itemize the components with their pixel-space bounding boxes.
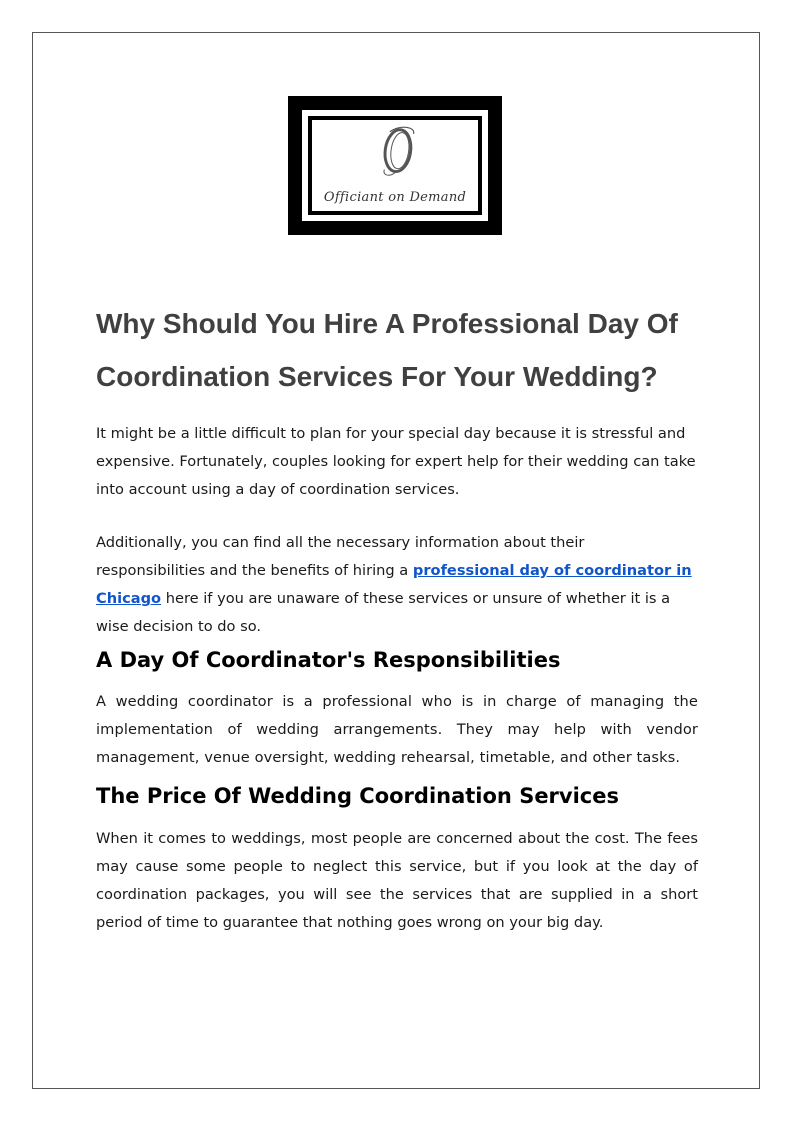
second-paragraph xyxy=(96,529,698,641)
price-paragraph: When it comes to weddings, most people are concerned about the cost. The fees may cause some people to neglect this service, but if you look at the day of coordination packages, you will see the services that are supplied in a short period of time to guarantee that nothing goes wrong on your big day. xyxy=(96,830,698,931)
chicago-coordinator-link[interactable]: professional day of coordinator in Chicago xyxy=(96,562,692,607)
section-heading-price: The Price Of Wedding Coordination Services xyxy=(96,784,619,808)
second-paragraph-before: Additionally, you can find all the necessary information about their responsibilities and the benefits of hiring a xyxy=(96,534,585,579)
page-title: Why Should You Hire A Professional Day Of Coordination Services For Your Wedding? xyxy=(96,308,678,392)
logo-text: Officiant on Demand xyxy=(323,190,467,205)
logo xyxy=(288,96,502,235)
responsibilities-paragraph: A wedding coordinator is a professional who is in charge of managing the implementation of wedding arrangements. They may help with vendor management, venue oversight, wedding rehearsal, timetable, and other tasks. xyxy=(96,693,698,766)
logo-inner-frame xyxy=(308,116,482,215)
section-heading-responsibilities: A Day Of Coordinator's Responsibilities xyxy=(96,648,561,672)
logo-white-band xyxy=(302,110,488,221)
intro-paragraph: It might be a little difficult to plan for your special day because it is stressful and expensive. Fortunately, couples looking for expert help for their wedding can take into account using a day of coordination services. xyxy=(96,425,696,498)
second-paragraph-after: here if you are unaware of these services or unsure of whether it is a wise decision to do so. xyxy=(96,590,671,635)
